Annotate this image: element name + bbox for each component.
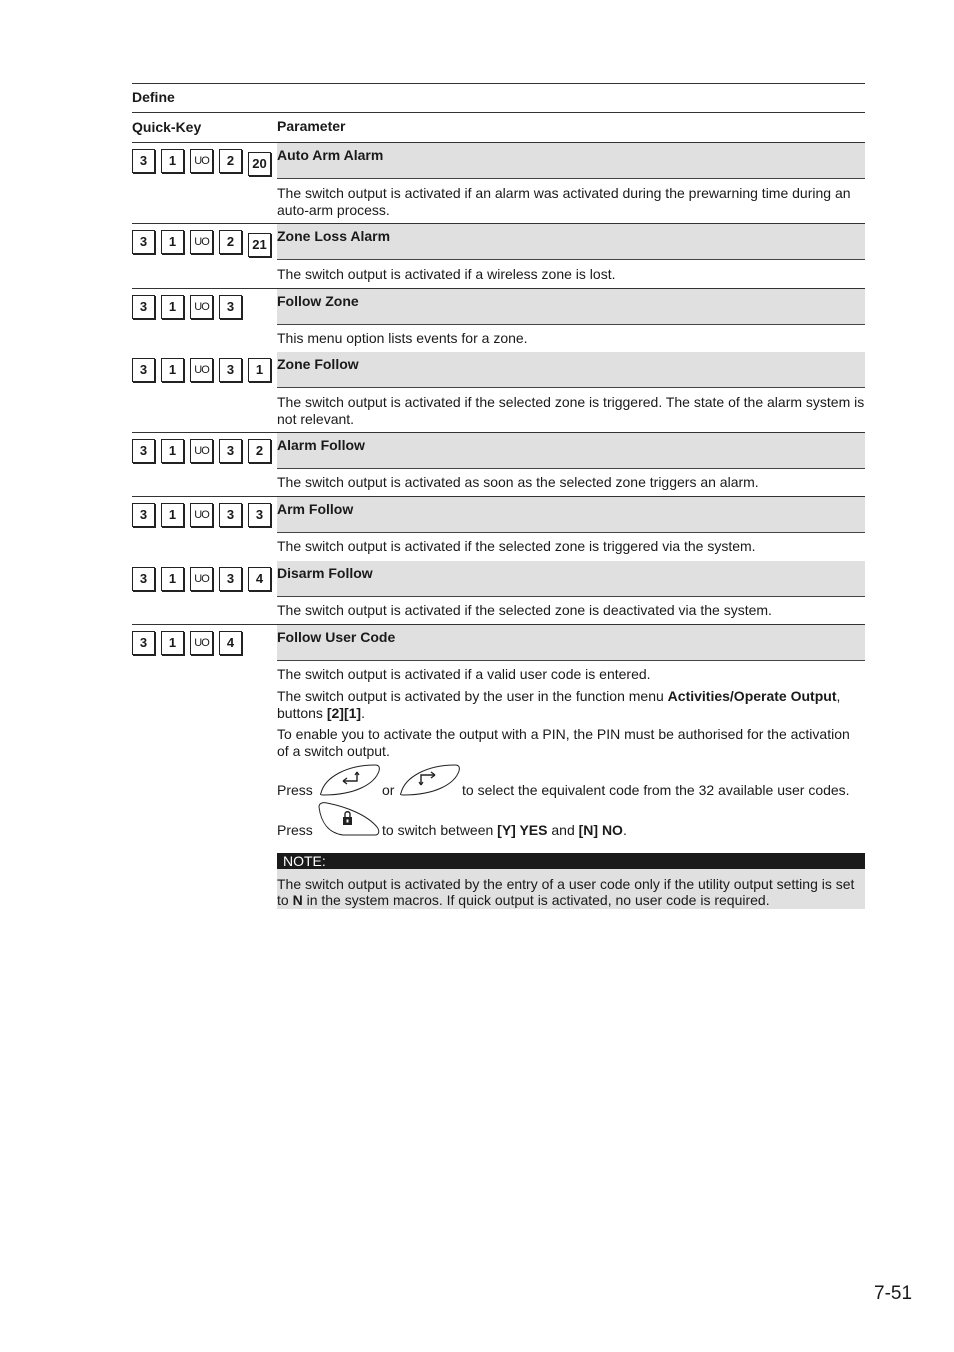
select-code-instruction	[277, 763, 865, 799]
toggle-prefix: to switch between	[382, 822, 498, 838]
parameter-title: Arm Follow	[277, 497, 865, 533]
press-label: Press	[277, 782, 313, 798]
key-button: 2	[219, 149, 242, 173]
parameter-description: The switch output is activated if a wireless zone is lost.	[277, 266, 616, 282]
yes-option: [Y] YES	[497, 822, 548, 838]
enter-right-arrow-icon	[397, 763, 461, 797]
key-button-uo: UO	[190, 439, 213, 463]
lock-icon	[317, 801, 381, 837]
paragraph-text: The switch output is activated by the user in the function menu	[277, 688, 668, 704]
key-button: 2	[248, 439, 271, 463]
paragraph-text: , buttons	[277, 688, 841, 721]
key-button: 3	[219, 439, 242, 463]
key-button-uo: UO	[190, 631, 213, 655]
parameter-description: The switch output is activated if the selected zone is triggered. The state of the alarm system is not relevant.	[277, 394, 865, 427]
key-button: 1	[161, 149, 184, 173]
button-combo: [2][1]	[326, 705, 362, 721]
key-button: 4	[248, 567, 271, 591]
key-button: 20	[248, 152, 271, 176]
header-rule	[132, 112, 865, 113]
parameter-title: Follow User Code	[277, 625, 865, 661]
parameter-title: Auto Arm Alarm	[277, 143, 865, 179]
operate-output-paragraph	[277, 688, 865, 722]
no-option: [N] NO	[578, 822, 623, 838]
key-button: 3	[132, 230, 155, 254]
toggle-text	[382, 822, 627, 839]
parameter-description: The switch output is activated if the selected zone is deactivated via the system.	[277, 602, 772, 618]
key-button: 1	[161, 358, 184, 382]
note-text: The switch output is activated by the entry of a user code only if the utility output setting is set to	[277, 876, 855, 908]
quickkey-header: Quick-Key	[132, 119, 202, 135]
parameter-description: The switch output is activated if an alarm was activated during the prewarning time during an auto-arm process.	[277, 185, 851, 218]
key-button-uo: UO	[190, 295, 213, 319]
parameter-title: Disarm Follow	[277, 561, 865, 597]
key-button: 3	[132, 631, 155, 655]
key-button-uo: UO	[190, 358, 213, 382]
and-text: and	[547, 822, 579, 838]
parameter-header: Parameter	[277, 118, 346, 134]
key-button-uo: UO	[190, 567, 213, 591]
table-row	[132, 433, 865, 497]
toggle-suffix: .	[622, 822, 627, 838]
key-button: 3	[132, 567, 155, 591]
key-button: 1	[161, 230, 184, 254]
note-label: NOTE:	[283, 853, 326, 869]
key-button: 1	[161, 439, 184, 463]
paragraph-text: .	[361, 705, 365, 721]
note-body	[277, 869, 865, 909]
note-text: in the system macros. If quick output is activated, no user code is required.	[302, 892, 770, 908]
press-label: Press	[277, 822, 313, 838]
key-button: 3	[132, 149, 155, 173]
key-button-uo: UO	[190, 230, 213, 254]
parameter-title: Zone Loss Alarm	[277, 224, 865, 260]
key-button: 4	[219, 631, 242, 655]
parameter-description: The switch output is activated if the selected zone is triggered via the system.	[277, 538, 756, 554]
table-row	[132, 224, 865, 289]
key-button: 1	[161, 503, 184, 527]
key-button-uo: UO	[190, 503, 213, 527]
page-number: 7-51	[874, 1283, 913, 1304]
key-button: 3	[219, 567, 242, 591]
table-row	[132, 352, 865, 433]
parameter-description: The switch output is activated if a valid user code is entered.	[277, 666, 651, 682]
key-button: 1	[161, 567, 184, 591]
key-button: 3	[132, 358, 155, 382]
note-header	[277, 853, 865, 869]
table-row	[132, 289, 865, 353]
pin-authorisation-paragraph: To enable you to activate the output with a PIN, the PIN must be authorised for the activation of a switch output.	[277, 726, 850, 759]
key-button: 1	[161, 631, 184, 655]
parameter-description: The switch output is activated as soon as the selected zone triggers an alarm.	[277, 474, 759, 490]
or-label: or	[382, 782, 395, 798]
parameter-title: Zone Follow	[277, 352, 865, 388]
key-button: 3	[248, 503, 271, 527]
key-button: 3	[132, 503, 155, 527]
key-button: 21	[248, 233, 271, 257]
table-row	[132, 143, 865, 224]
enter-left-arrow-icon	[317, 763, 381, 797]
key-button: 2	[219, 230, 242, 254]
table-row	[132, 497, 865, 561]
parameter-description: This menu option lists events for a zone.	[277, 330, 528, 346]
key-button: 3	[132, 439, 155, 463]
key-button: 1	[248, 358, 271, 382]
key-button: 3	[219, 358, 242, 382]
table-top-rule	[132, 83, 865, 84]
table-row	[132, 561, 865, 625]
key-button: 1	[161, 295, 184, 319]
parameter-title: Follow Zone	[277, 289, 865, 325]
note-bold-value: N	[292, 892, 303, 908]
key-button: 3	[219, 295, 242, 319]
key-button: 3	[219, 503, 242, 527]
define-header: Define	[132, 89, 175, 105]
toggle-yes-no-instruction	[277, 801, 865, 839]
menu-path: Activities/Operate Output	[667, 688, 837, 704]
select-code-text: to select the equivalent code from the 32 available user codes.	[462, 782, 850, 798]
key-button-uo: UO	[190, 149, 213, 173]
parameter-title: Alarm Follow	[277, 433, 865, 469]
key-button: 3	[132, 295, 155, 319]
